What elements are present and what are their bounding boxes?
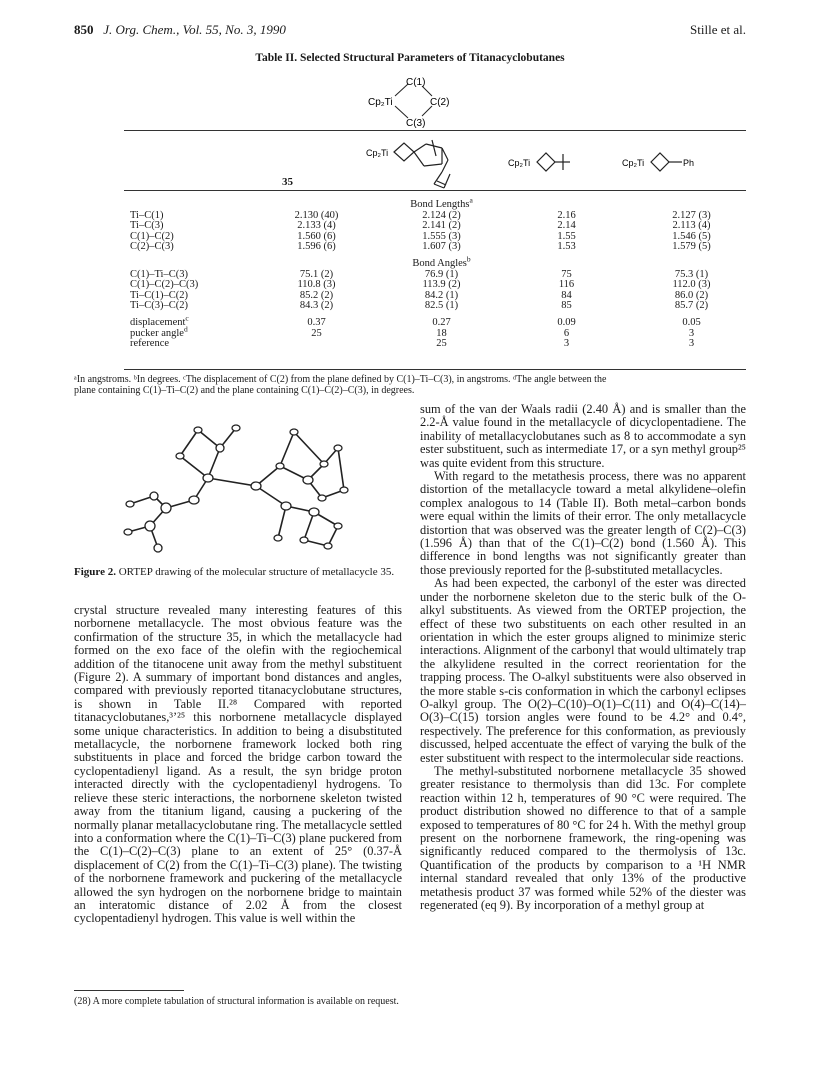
- running-header: [74, 22, 746, 38]
- table-row: C(1)–C(2)–C(3) 110.8 (3) 113.9 (2) 116 112.0 (3): [130, 279, 711, 291]
- col3-struct-label: Cp₂Ti: [622, 158, 645, 168]
- bond-angles-heading: Bond Angles$^b$: [412, 254, 471, 269]
- footnote-rule: [74, 990, 184, 991]
- scheme-ti-label: Cp₂Ti: [368, 97, 393, 108]
- table-top-rule: [124, 130, 746, 131]
- scheme-c3-label: C(3): [406, 118, 426, 129]
- phenyl-metallacycle-structure: [622, 150, 722, 174]
- paragraph: sum of the van der Waals radii (2.40 Å) and is smaller than the 2.2-Å value found in the metallacycle of dicyclopentadiene. The inability of metallacyclobutanes such as 8 to accommodate a syn ester substituent, such as intermediate 17, or a syn methyl group²⁵ was quite evident from this structure.: [420, 402, 746, 470]
- footnote-28: (28) A more complete tabulation of structural information is available on request.: [74, 996, 399, 1007]
- col1-struct-label: Cp₂Ti: [366, 148, 389, 158]
- scheme-c2-label: C(2): [430, 97, 450, 108]
- table-row: C(2)–C(3) 1.596 (6) 1.607 (3) 1.53 1.579 (5): [130, 241, 711, 253]
- col3-ph-label: Ph: [683, 158, 695, 168]
- journal-citation: J. Org. Chem., Vol. 55, No. 3, 1990: [103, 22, 286, 37]
- parameters-table: [130, 195, 754, 350]
- norbornane-metallacycle-structure: [364, 134, 484, 192]
- left-column-text: [74, 604, 402, 926]
- table-title: Table II. Selected Structural Parameters of Titanacyclobutanes: [255, 52, 565, 64]
- table-bottom-rule: [124, 369, 746, 370]
- table-row: Ti–C(3)–C(2) 84.3 (2) 82.5 (1) 85 85.7 (2): [130, 300, 709, 312]
- table-footnotes: ᵃIn angstroms. ᵇIn degrees. ᶜThe displacement of C(2) from the plane defined by C(1)–Ti–C(3), in angstroms. ᵈThe angle between the plane containing C(1)–Ti–C(2) and the plane containing C(1)–C(2)–C(3), in degrees.: [74, 374, 607, 396]
- scheme-c1-label: C(1): [406, 77, 426, 88]
- bond-lengths-heading: Bond Lengths$^a$: [410, 195, 473, 210]
- table-header-rule: [124, 190, 746, 191]
- page-number: 850: [74, 22, 94, 37]
- author-running-head: Stille et al.: [690, 22, 746, 37]
- table-row: pucker angle$^d$ 25 18 6 3: [130, 324, 695, 339]
- paragraph: As had been expected, the carbonyl of the ester was directed under the norbornene skeleton due to the steric bulk of the O-alkyl substituents. As viewed from the ORTEP projection, the effect of these two substituents on each other resulted in an orientation in which the ester groups aligned to minimize steric interactions. Alignment of the carbonyl that would ultimately trap the alkylidene resulted in the correct reorientation for the trapping process. The O-alkyl substituents were also observed in the more stable s-cis conformation in which the carbonyl eclipses O-alkyl group. The O(2)–C(10)–O(1)–C(11) and O(4)–C(14)–O(3)–C(15) torsion angles were found to be 4.2° and 0.4°, respectively. The preference for this conformation, as previously discussed, helped accentuate the effect of varying the bulk of the ester substituent with respect to the intermolecular side reactions.: [420, 576, 746, 765]
- col2-struct-label: Cp₂Ti: [508, 158, 531, 168]
- table-row: Ti–C(1) 2.130 (40) 2.124 (2) 2.16 2.127 (3): [130, 209, 711, 221]
- table-row: Ti–C(3) 2.133 (4) 2.141 (2) 2.14 2.113 (4): [130, 220, 711, 232]
- table-row: Ti–C(1)–C(2) 85.2 (2) 84.2 (1) 84 86.0 (2): [130, 289, 709, 301]
- compound-35-header: 35: [282, 176, 293, 188]
- table-row: C(1)–Ti–C(3) 75.1 (2) 76.9 (1) 75 75.3 (1): [130, 268, 709, 280]
- table-row: reference 25 3 3: [130, 338, 695, 350]
- paragraph: With regard to the metathesis process, there was no apparent distortion of the metallacycle toward a metal alkylidene–olefin complex analogous to 14 (Table II). Both metal–carbon bonds were equal within the limits of their error. The only metallacycle distortion that was observed was the greater length of C(2)–C(3) (1.596 Å) than that of the C(1)–C(2) bond (1.560 Å). This difference in bond lengths was not significantly greater than those previously reported for the β-substituted metallacycles.: [420, 469, 746, 577]
- table-row: displacement$^c$ 0.37 0.27 0.09 0.05: [130, 313, 701, 328]
- right-column-text: [420, 403, 746, 912]
- figure-2-caption: Figure 2. ORTEP drawing of the molecular structure of metallacycle 35.: [74, 566, 395, 578]
- ortep-figure: [108, 408, 368, 564]
- table-row: C(1)–C(2) 1.560 (6) 1.555 (3) 1.55 1.546 (5): [130, 230, 711, 242]
- dimethyl-metallacycle-structure: [508, 150, 588, 174]
- paragraph: The methyl-substituted norbornene metallacycle 35 showed greater resistance to thermolysis than did 13c. For complete reaction within 12 h, temperatures of 90 °C were required. The product distribution showed no difference to that of a sample exposed to temperatures of 80 °C for 24 h. With the methyl group present on the norbornene framework, the ring-opening was significantly reduced compared to the thermolysis of 13c. Quantification of the products by comparison to a ¹H NMR internal standard revealed that only 13% of the productive metathesis product 37 was formed while 52% of the diester was regenerated (eq 9). By incorporation of a methyl group at: [420, 763, 746, 913]
- titanacyclobutane-scheme: [360, 74, 470, 130]
- paragraph: crystal structure revealed many interesting features of this norbornene metallacycle. The most obvious feature was the confirmation of the structure 35, in which the metallacycle had formed on the exo face of the olefin with the regiochemical addition of the titanocene unit away from the methyl substituent (Figure 2). A summary of important bond distances and angles, compared with previously reported titanacyclobutane structures, is shown in Table II.²⁸ Compared with reported titanacyclobutanes,³ʼ²⁵ this norbornene metallacycle displayed some unique characteristics. In addition to being a disubstituted metallacycle, the norbornene framework locked both ring substituents in place and forced the bridge carbon toward the cyclopentadienyl ligand. As a result, the syn bridge proton interacted directly with the cyclopentadienyl hydrogens. To relieve these steric interactions, the norbornene skeleton twisted away from the titanium ligand, causing a puckering of the normally planar metallacyclobutane ring. The metallacycle settled into a conformation where the C(1)–Ti–C(3) plane puckered from the C(1)–C(2)–C(3) plane to an extent of 25° (0.37-Å displacement of C(2) from the C(1)–Ti–C(3) plane). The twisting of the norbornene framework and puckering of the metallacycle allowed the syn hydrogen on the norbornene bridge to maintain an interatomic distance of 2.02 Å from the closest cyclopentadienyl hydrogen. This value is well within the: [74, 603, 402, 926]
